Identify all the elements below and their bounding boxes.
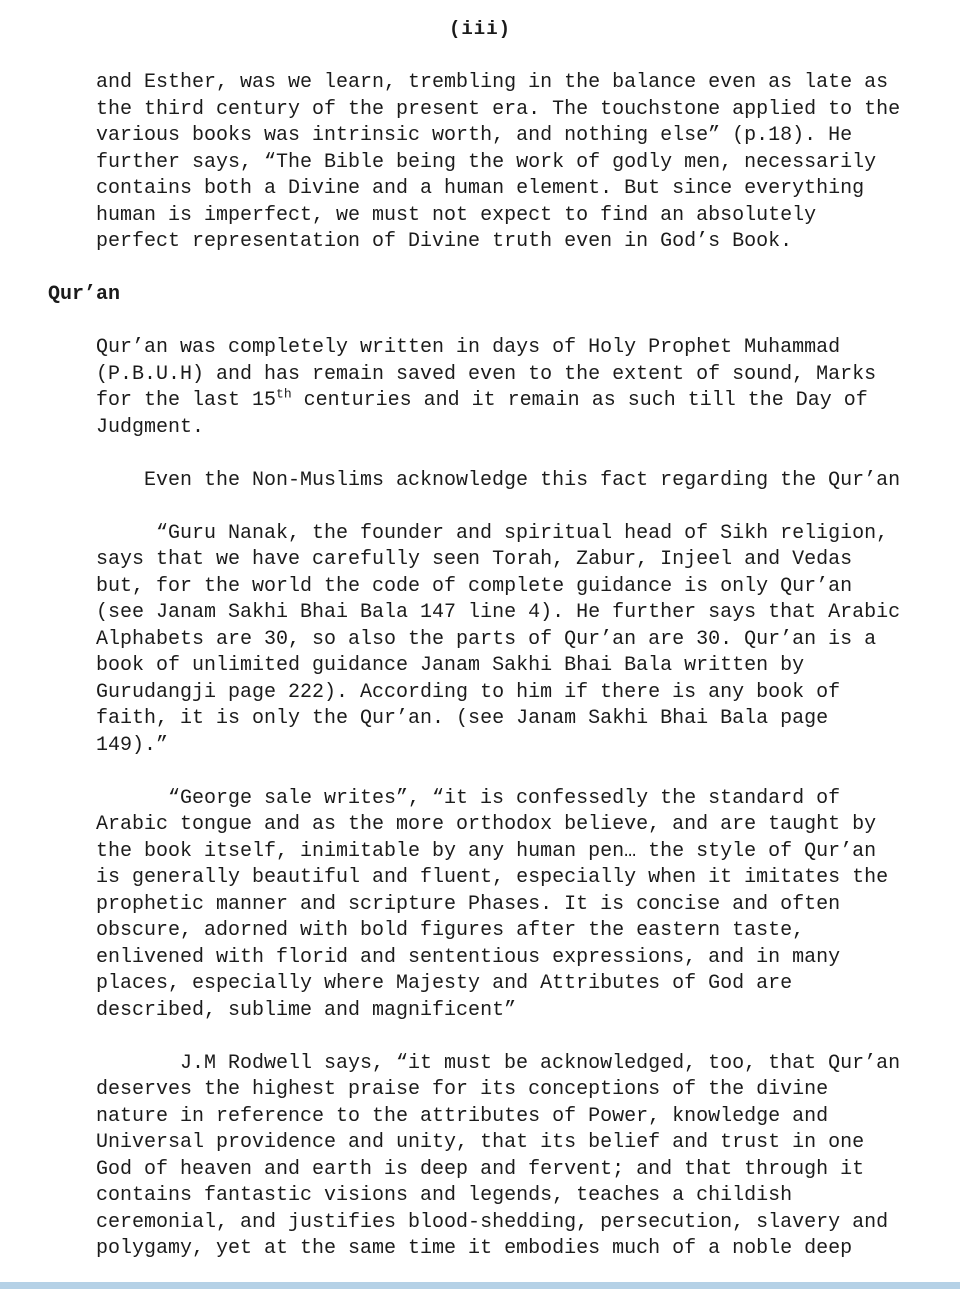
paragraph-jm-rodwell-quote: J.M Rodwell says, “it must be acknowledged, too, that Qur’an deserves the highest praise for its conceptions of the divine nature in reference to the attributes of Power, knowledge and Universal providence and unity, that its belief and trust in one God of heaven and earth is deep and fervent; and that through it contains fantastic visions and legends, teaches a childish ceremonial, and justifies blood-shedding, persecution, slavery and polygamy, yet at the same time it embodies much of a noble deep <box>96 1051 901 1260</box>
paragraph-george-sale-quote: “George sale writes”, “it is confessedly the standard of Arabic tongue and as the more orthodox believe, and are taught by the book itself, inimitable by any human pen… the style of Qur’an is generally beautiful and fluent, especially when it imitates the prophetic manner and scripture Phases. It is concise and often obscure, adorned with bold figures after the eastern taste, enlivened with florid and sententious expressions, and in many places, especially where Majesty and Attributes of God are described, sublime and magnificent” <box>96 786 889 1022</box>
paragraph-non-muslims-acknowledge: Even the Non-Muslims acknowledge this fact regarding the Qur’an <box>144 468 901 492</box>
paragraph-bible-continuation: and Esther, was we learn, trembling in the balance even as late as the third century of the present era. The touchstone applied to the various books was intrinsic worth, and nothing else” (p.18). He further says, “The Bible being the work of godly men, necessarily contains both a Divine and a human element. But since everything human is imperfect, we must not expect to find an absolutely perfect representation of Divine truth even in God’s Book. <box>96 71 901 253</box>
ordinal-superscript: th <box>276 386 292 402</box>
paragraph-guru-nanak-quote: “Guru Nanak, the founder and spiritual head of Sikh religion, says that we have carefully seen Torah, Zabur, Injeel and Vedas but, for the world the code of complete guidance is only Qur’an (see Janam Sakhi Bhai Bala 147 line 4). He further says that Arabic Alphabets are 30, so also the parts of Qur’an are 30. Qur’an is a book of unlimited guidance Janam Sakhi Bhai Bala written by Gurudangji page 222). According to him if there is any book of faith, it is only the Qur’an. (see Janam Sakhi Bhai Bala page 149).” <box>96 521 901 757</box>
quran-paragraph-part2: centuries and it remain as such till the Day of Judgment. <box>96 389 868 439</box>
paragraph-quran-preserved <box>96 335 912 441</box>
next-page-edge <box>0 1282 960 1289</box>
section-heading-quran: Qur’an <box>48 283 121 306</box>
page-number: (iii) <box>448 18 511 40</box>
quran-paragraph-part1: Qur’an was completely written in days of Holy Prophet Muhammad (P.B.U.H) and has remain saved even to the extent of sound, Marks for the last 15 <box>96 336 877 412</box>
